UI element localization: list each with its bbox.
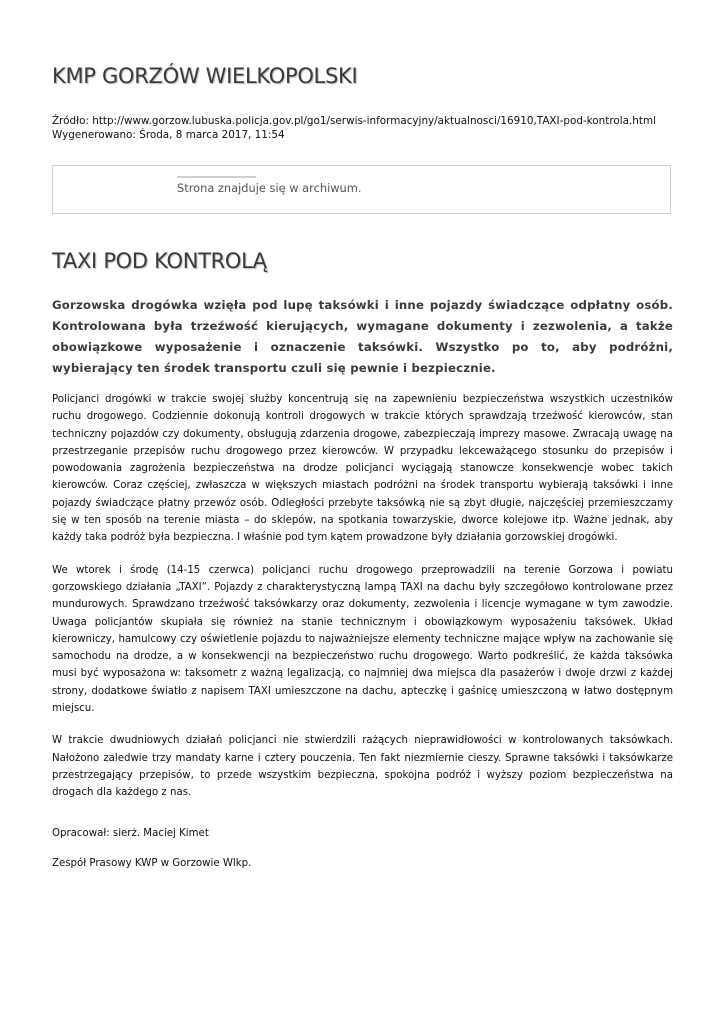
article-paragraph: Policjanci drogówki w trakcie swojej służby koncentrują się na zapewnieniu bezpieczeństwa wszystkich uczestników ruchu drogowego. Codziennie dokonują kontroli drogowych w trakcie których sprawdzają trzeźwość kierowców, stan techniczny pojazdów czy dokumenty, obsługują zdarzenia drogowe, zabezpieczają imprezy masowe. Zwracają uwagę na przestrzeganie przepisów ruchu drogowego przez kierowców. W przypadku lekceważącego stosunku do przepisów i powodowania zagrożenia bezpieczeństwa na drodze policjanci wyciągają stanowcze konsekwencje wobec takich kierowców. Coraz częściej, zwłaszcza w większych miastach podróżni na środek transportu wybierają taksówki i inne pojazdy świadczące płatny przewóz osób. Odległości przebyte taksówką nie są zbyt długie, najczęściej przemieszczamy się w ten sposób na terenie miasta – do sklepów, na spotkania towarzyskie, dworce kolejowe itp. Ważne jednak, aby każdy taka podróż była bezpieczna. I właśnie pod tym kątem prowadzone były działania gorzowskiej drogówki. — [52, 394, 673, 544]
article-paragraph: We wtorek i środę (14-15 czerwca) policjanci ruchu drogowego przeprowadzili na terenie Gorzowa i powiatu gorzowskiego działania „TAXI”. Pojazdy z charakterystyczną lampą TAXI na dachu były szczegółowo kontrolowane przez mundurowych. Sprawdzano trzeźwość taksówkarzy oraz dokumenty, zezwolenia i licencje wymagane w tym zawodzie. Uwaga policjantów skupiała się również na stanie technicznym i obowiązkowym wyposażeniu taksówek. Układ kierowniczy, hamulcowy czy oświetlenie pojazdu to najważniejsze elementy techniczne mające wpływ na zachowanie się samochodu na drodze, a w konsekwencji na bezpieczeństwo ruchu drogowego. Warto podkreślić, że każda taksówka musi być wyposażona w: taksometr z ważną legalizacją, co najmniej dwa miejsca dla pasażerów i dwoje drzwi z każdej strony, dodatkowe światło z napisem TAXI umieszczone na dachu, apteczkę i gaśnicę umieszczoną w łatwo dostępnym miejscu. — [52, 564, 673, 715]
archive-divider — [177, 176, 256, 178]
generated-line: Wygenerowano: Środa, 8 marca 2017, 11:54 — [52, 129, 285, 141]
author-credit: Opracował: sierż. Maciej Kimet — [52, 828, 209, 839]
article-body — [52, 391, 673, 817]
archive-notice-text: Strona znajduje się w archiwum. — [177, 181, 362, 195]
source-meta — [52, 114, 656, 142]
article-title: TAXI POD KONTROLĄ — [52, 249, 267, 273]
article-lead: Gorzowska drogówka wzięła pod lupę taksówki i inne pojazdy świadczące odpłatny osób. Kontrolowana była trzeźwość kierujących, wymagane dokumenty i zezwolenia, a także obowiązkowe wyposażenie i oznaczenie taksówki. Wszystko po to, aby podróżni, wybierający ten środek transportu czuli się pewnie i bezpiecznie. — [52, 298, 673, 375]
article-paragraph: W trakcie dwudniowych działań policjanci nie stwierdzili rażących nieprawidłowości w kontrolowanych taksówkach. Nałożono zaledwie trzy mandaty karne i cztery pouczenia. Ten fakt niezmiernie cieszy. Sprawne taksówki i taksówkarze przestrzegający przepisów, to przede wszystkim bezpieczna, spokojna podróż i wyższy poziom bezpieczeństwa na drogach dla każdego z nas. — [52, 735, 673, 799]
source-line: Źródło: http://www.gorzow.lubuska.policja.gov.pl/go1/serwis-informacyjny/aktualnosci/16910,TAXI-pod-kontrola.html — [52, 115, 656, 127]
site-title: KMP GORZÓW WIELKOPOLSKI — [52, 64, 358, 88]
press-team: Zespół Prasowy KWP w Gorzowie Wlkp. — [52, 858, 252, 869]
archive-notice — [52, 165, 671, 214]
